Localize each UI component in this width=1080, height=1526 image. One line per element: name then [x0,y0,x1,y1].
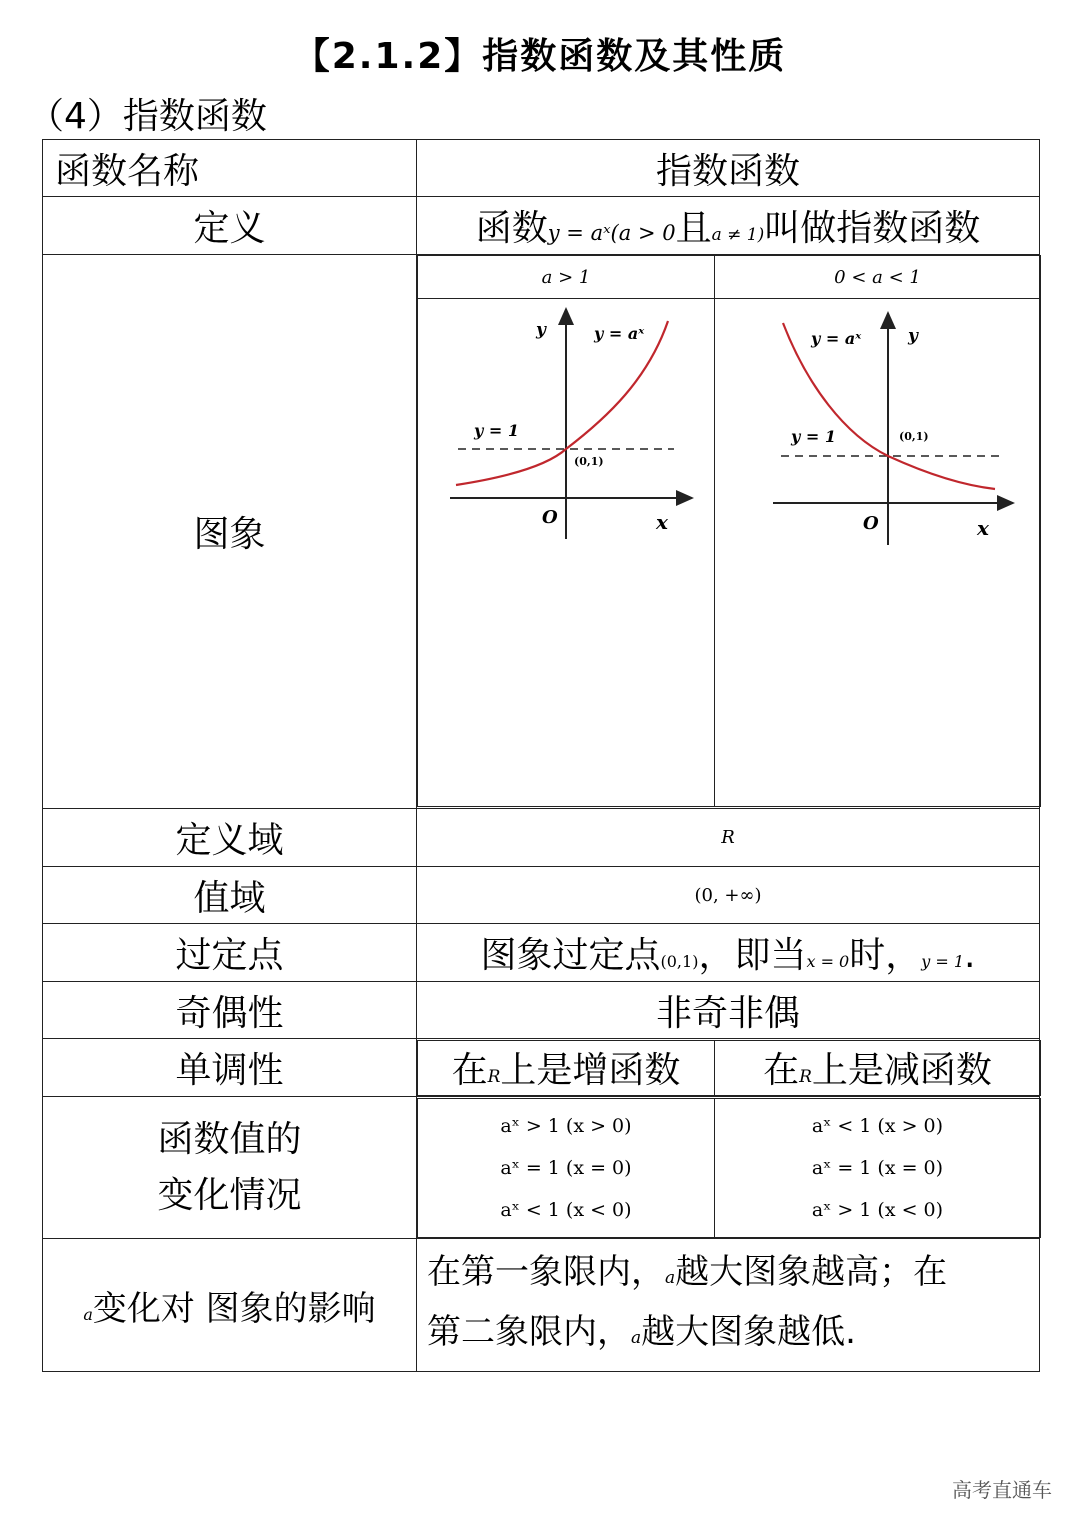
monotonic-right-post: 上是减函数 [811,1050,992,1091]
definition-pre: 函数 [475,208,548,249]
effect-line2-var: a [631,1328,642,1348]
point-label: (0,1) [899,430,929,443]
graph-cell-increasing [418,299,715,807]
row-label-name: 函数名称 [43,140,417,197]
row-label-range: 值域 [43,867,417,924]
effect-line-1 [427,1245,1029,1305]
y-axis-label: y [908,326,918,346]
row-value-monotonic [417,1039,1040,1097]
table-row-values [43,1097,1040,1239]
curve-label: y = aˣ [811,329,862,348]
graph-increasing [418,299,714,549]
row-value-definition [417,197,1040,255]
monotonic-left-var: R [487,1067,501,1087]
value-row: aˣ < 1 (x < 0) [500,1198,632,1221]
graph-decreasing [715,299,1041,559]
table-row-definition [43,197,1040,255]
watermark: 高考直通车 [952,1478,1052,1502]
y-axis-label: y [536,320,546,340]
definition-mid: 且 [675,208,712,249]
fixed-point-pre: 图象过定点 [480,935,661,976]
page-title: 【2.1.2】指数函数及其性质 [293,36,787,77]
effect-line2-pre: 第二象限内， [427,1312,631,1352]
effect-line-2 [427,1305,1029,1365]
row-label-domain: 定义域 [43,809,417,867]
row-value-domain [417,809,1040,867]
table-row-graph [43,255,1040,809]
value-row: aˣ > 1 (x < 0) [811,1198,944,1221]
row-value-effect [417,1239,1040,1372]
line-label: y = 1 [474,421,519,440]
row-value-fixed-point [417,924,1040,982]
effect-label-text: 变化对 图象的影响 [92,1288,376,1329]
row-value-range [417,867,1040,924]
x-axis-label: x [977,516,989,540]
fixed-point-mid: ，即当 [698,935,807,976]
monotonic-right-pre: 在 [763,1050,800,1091]
table-row-effect [43,1239,1040,1372]
x-axis-label: x [656,510,668,534]
values-label-line1: 函数值的 [157,1118,302,1160]
domain-value: R [721,827,735,848]
effect-line1-pre: 在第一象限内， [427,1252,665,1292]
value-row: aˣ = 1 (x = 0) [500,1156,632,1179]
table-row-fixed-point [43,924,1040,982]
case-b-header: 0 < a < 1 [715,256,1041,299]
row-label-parity: 奇偶性 [43,982,417,1039]
row-label-graph: 图象 [43,255,417,809]
monotonic-decreasing [715,1040,1041,1095]
fixed-point-coord: (0,1) [660,952,699,971]
row-label-values [43,1097,417,1239]
definition-post: 叫做指数函数 [764,208,981,249]
row-value-parity: 非奇非偶 [417,982,1040,1039]
range-value: (0, +∞) [694,884,762,906]
fixed-point-mid2: 时， [849,935,922,976]
values-increasing [418,1098,715,1237]
curve-label: y = aˣ [594,324,645,343]
value-row: aˣ < 1 (x > 0) [811,1114,944,1137]
value-row: aˣ = 1 (x = 0) [811,1156,944,1179]
effect-label-var: a [83,1304,93,1324]
line-label: y = 1 [791,427,836,446]
monotonic-right-var: R [799,1067,812,1087]
row-value-values [417,1097,1040,1239]
graph-cell-decreasing [715,299,1041,807]
origin-label: O [542,507,558,528]
origin-label: O [863,513,879,534]
row-value-graph [417,255,1040,809]
row-label-monotonic: 单调性 [43,1039,417,1097]
fixed-point-cond: x = 0 [806,952,850,971]
point-label: (0,1) [574,455,604,468]
fixed-point-result: y = 1 [921,952,965,971]
table-row-monotonic [43,1039,1040,1097]
section-subtitle: （4）指数函数 [28,96,267,137]
fixed-point-end: . [964,935,976,976]
table-row-name [43,140,1040,197]
monotonic-left-post: 上是增函数 [500,1050,681,1091]
effect-line1-post: 越大图象越高；在 [675,1252,948,1292]
definition-formula: y = aˣ(a > 0 [547,221,676,245]
definition-cond: a ≠ 1) [711,225,765,245]
effect-line1-var: a [665,1268,676,1288]
case-a-header: a > 1 [418,256,715,299]
row-label-fixed-point: 过定点 [43,924,417,982]
row-label-effect [43,1239,417,1372]
properties-table [42,139,1040,1372]
table-row-parity [43,982,1040,1039]
effect-line2-post: 越大图象越低. [641,1312,856,1352]
row-value-name: 指数函数 [417,140,1040,197]
table-row-range [43,867,1040,924]
row-label-definition: 定义 [43,197,417,255]
exponential-curve-increasing [456,321,668,485]
value-row: aˣ > 1 (x > 0) [500,1114,632,1137]
monotonic-increasing [418,1040,715,1095]
values-decreasing [715,1098,1041,1237]
monotonic-left-pre: 在 [451,1050,488,1091]
table-row-domain [43,809,1040,867]
values-label-line2: 变化情况 [157,1174,302,1216]
